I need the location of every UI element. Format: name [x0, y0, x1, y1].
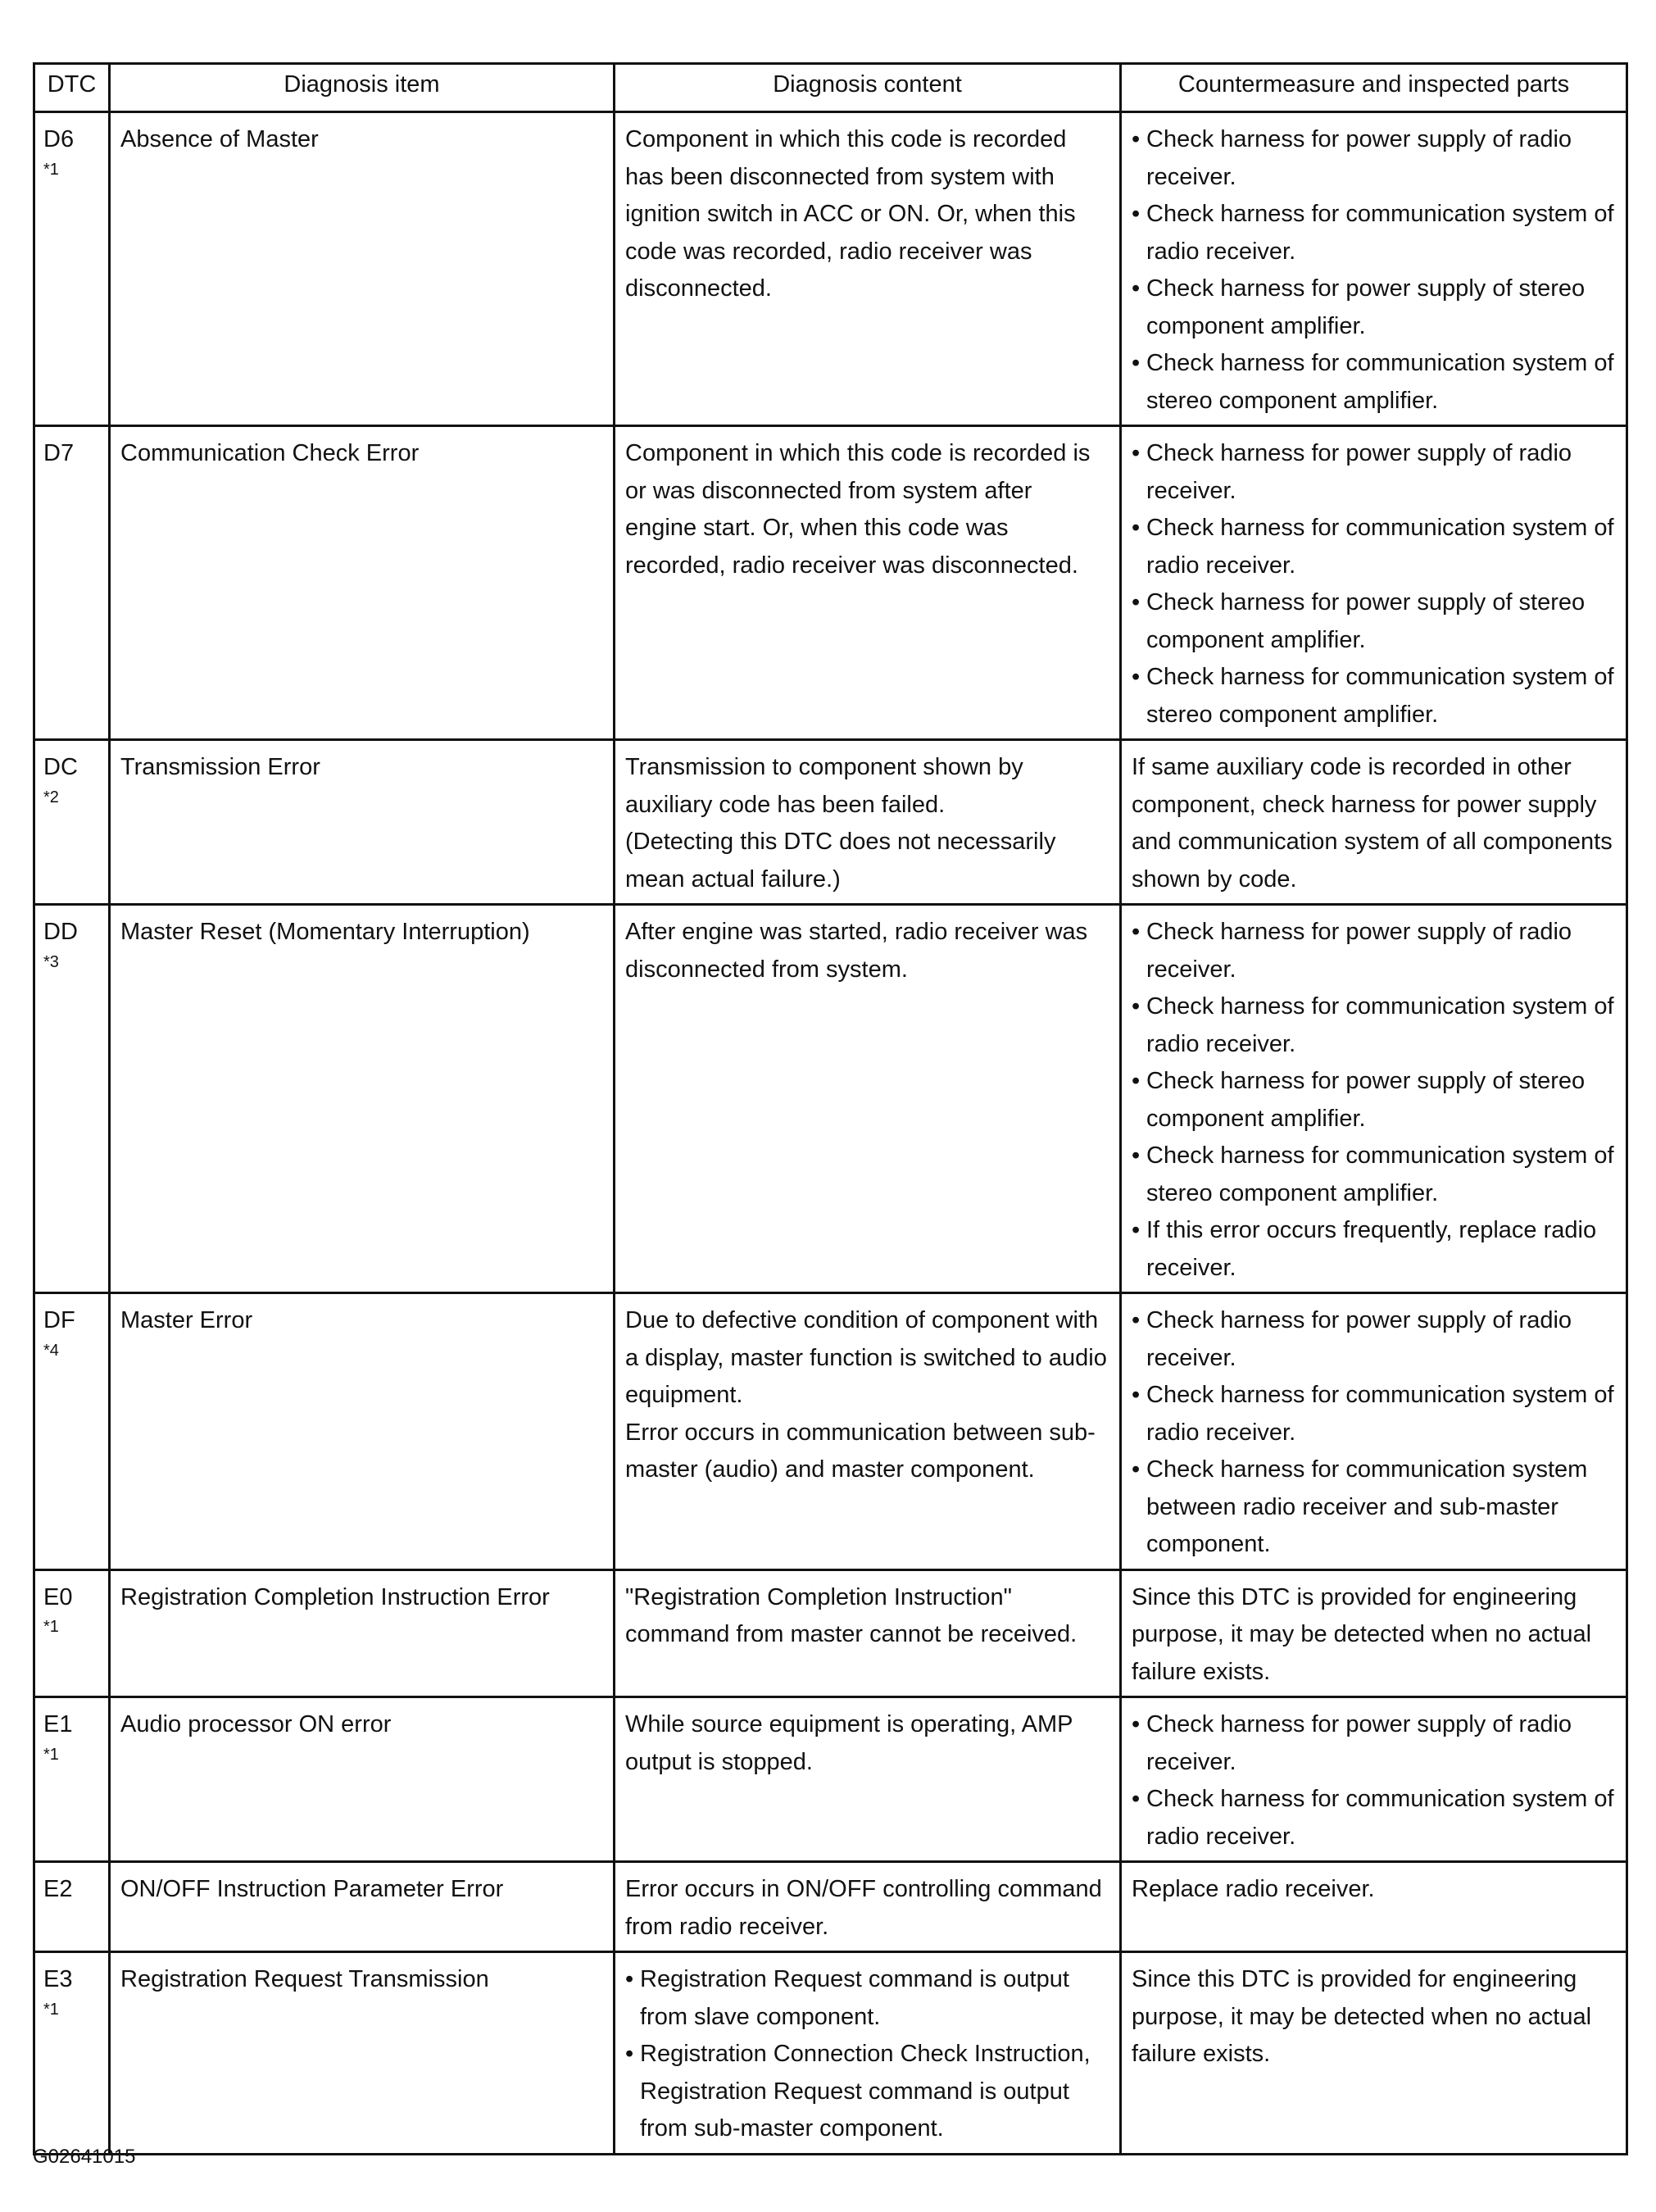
countermeasure-cell [1121, 112, 1627, 426]
list-item: • Registration Request command is output from slave component. [625, 1961, 1109, 2036]
list-item: • If this error occurs frequently, replace radio receiver. [1132, 1212, 1616, 1287]
diagnosis-content-cell [615, 1569, 1121, 1697]
dtc-footnote-mark: *1 [43, 1745, 59, 1764]
dtc-cell [34, 1862, 110, 1952]
list-item: • Check harness for power supply of stereo component amplifier. [1132, 1063, 1616, 1138]
table-row [34, 1862, 1627, 1952]
diagnosis-content-text: Transmission to component shown by auxiliary code has been failed. [625, 754, 1023, 818]
dtc-cell [34, 426, 110, 740]
dtc-footnote-mark: *3 [43, 952, 59, 971]
dtc-footnote-mark: *1 [43, 160, 59, 179]
diagnosis-content-cell [615, 740, 1121, 905]
dtc-cell [34, 1952, 110, 2155]
table-row [34, 1293, 1627, 1570]
list-item: • Check harness for communication system of stereo component amplifier. [1132, 345, 1616, 420]
diagnosis-content-text: After engine was started, radio receiver was disconnected from system. [625, 919, 1088, 983]
diagnosis-content-text: Component in which this code is recorded is or was disconnected from system after engine start. Or, when this code was recorded, radio receiver was disconnected. [625, 440, 1091, 579]
dtc-footnote-mark: *4 [43, 1341, 59, 1360]
countermeasure-bullets [1132, 121, 1616, 420]
dtc-code: DF [43, 1307, 75, 1333]
diagnosis-content-text: Due to defective condition of component with a display, master function is switched to audio equipment. [625, 1307, 1107, 1408]
countermeasure-cell [1121, 1293, 1627, 1570]
countermeasure-bullets [1132, 435, 1616, 734]
diagnosis-content-cell [615, 905, 1121, 1293]
dtc-code: E3 [43, 1966, 73, 1992]
column-header-diagnosis-content: Diagnosis content [615, 64, 1121, 112]
countermeasure-text: Replace radio receiver. [1132, 1876, 1375, 1902]
diagnosis-content-text: Error occurs in communication between sub-master (audio) and master component. [625, 1419, 1096, 1483]
table-row [34, 112, 1627, 426]
diagnosis-content-text: "Registration Completion Instruction" command from master cannot be received. [625, 1583, 1078, 1647]
dtc-footnote-mark: *1 [43, 2000, 59, 2019]
diagnosis-content-cell [615, 1697, 1121, 1862]
countermeasure-bullets [1132, 914, 1616, 1287]
diagnosis-content-bullets [625, 1961, 1109, 2148]
table-body [34, 112, 1627, 2155]
diagnosis-item-cell: Registration Request Transmission [110, 1952, 615, 2155]
table-row [34, 1952, 1627, 2155]
dtc-cell [34, 1697, 110, 1862]
diagnosis-content-cell [615, 1293, 1121, 1570]
countermeasure-bullets [1132, 1706, 1616, 1855]
dtc-code: D6 [43, 126, 75, 152]
dtc-cell [34, 905, 110, 1293]
countermeasure-cell [1121, 1862, 1627, 1952]
diagnosis-item-cell: ON/OFF Instruction Parameter Error [110, 1862, 615, 1952]
column-header-dtc: DTC [34, 64, 110, 112]
table-row [34, 426, 1627, 740]
diagnosis-content-cell [615, 1862, 1121, 1952]
list-item: • Check harness for power supply of radio receiver. [1132, 121, 1616, 196]
countermeasure-text: Since this DTC is provided for engineering purpose, it may be detected when no actual failure exists. [1132, 1583, 1592, 1685]
countermeasure-text: If same auxiliary code is recorded in other component, check harness for power supply and communication system of all components shown by code. [1132, 754, 1613, 893]
diagnosis-content-cell [615, 1952, 1121, 2155]
dtc-footnote-mark: *2 [43, 788, 59, 806]
table-header-row [34, 64, 1627, 112]
countermeasure-cell [1121, 740, 1627, 905]
column-header-diagnosis-item: Diagnosis item [110, 64, 615, 112]
countermeasure-cell [1121, 426, 1627, 740]
list-item: • Check harness for power supply of stereo component amplifier. [1132, 270, 1616, 345]
diagnosis-item-cell: Transmission Error [110, 740, 615, 905]
diagnosis-item-cell: Master Error [110, 1293, 615, 1570]
dtc-code: E0 [43, 1583, 73, 1610]
list-item: • Check harness for power supply of stereo component amplifier. [1132, 584, 1616, 659]
table-row [34, 1697, 1627, 1862]
dtc-cell [34, 1569, 110, 1697]
list-item: • Check harness for communication system of radio receiver. [1132, 1781, 1616, 1855]
diagnosis-item-cell: Audio processor ON error [110, 1697, 615, 1862]
list-item: • Registration Connection Check Instruction, Registration Request command is output from sub-master component. [625, 2036, 1109, 2148]
dtc-code: D7 [43, 440, 75, 466]
list-item: • Check harness for communication system of radio receiver. [1132, 510, 1616, 584]
dtc-cell [34, 112, 110, 426]
dtc-code: DC [43, 754, 78, 780]
list-item: • Check harness for communication system of radio receiver. [1132, 988, 1616, 1063]
dtc-cell [34, 740, 110, 905]
dtc-code: E1 [43, 1711, 73, 1737]
countermeasure-cell [1121, 1569, 1627, 1697]
column-header-countermeasure: Countermeasure and inspected parts [1121, 64, 1627, 112]
list-item: • Check harness for power supply of radio receiver. [1132, 1706, 1616, 1781]
diagnosis-content-cell [615, 112, 1121, 426]
dtc-cell [34, 1293, 110, 1570]
countermeasure-cell [1121, 1952, 1627, 2155]
diagnosis-item-cell: Registration Completion Instruction Error [110, 1569, 615, 1697]
dtc-footnote-mark: *1 [43, 1618, 59, 1636]
list-item: • Check harness for power supply of radio receiver. [1132, 914, 1616, 988]
list-item: • Check harness for power supply of radio receiver. [1132, 435, 1616, 510]
list-item: • Check harness for power supply of radio receiver. [1132, 1302, 1616, 1377]
table-row [34, 740, 1627, 905]
diagnosis-content-text: While source equipment is operating, AMP output is stopped. [625, 1711, 1073, 1775]
dtc-table-page [33, 62, 1626, 2155]
dtc-code: E2 [43, 1876, 73, 1902]
list-item: • Check harness for communication system of radio receiver. [1132, 1377, 1616, 1451]
diagnosis-content-text: Error occurs in ON/OFF controlling command from radio receiver. [625, 1876, 1102, 1940]
figure-id: G02641015 [33, 2146, 136, 2168]
diagnosis-content-cell [615, 426, 1121, 740]
diagnosis-content-text: (Detecting this DTC does not necessarily mean actual failure.) [625, 829, 1056, 893]
dtc-code: DD [43, 919, 78, 945]
diagnosis-item-cell: Communication Check Error [110, 426, 615, 740]
list-item: • Check harness for communication system of stereo component amplifier. [1132, 659, 1616, 734]
diagnosis-item-cell: Absence of Master [110, 112, 615, 426]
diagnosis-item-cell: Master Reset (Momentary Interruption) [110, 905, 615, 1293]
list-item: • Check harness for communication system between radio receiver and sub-master component. [1132, 1451, 1616, 1564]
dtc-table [33, 62, 1628, 2155]
countermeasure-bullets [1132, 1302, 1616, 1564]
countermeasure-cell [1121, 905, 1627, 1293]
list-item: • Check harness for communication system of radio receiver. [1132, 196, 1616, 270]
table-row [34, 1569, 1627, 1697]
list-item: • Check harness for communication system of stereo component amplifier. [1132, 1138, 1616, 1212]
countermeasure-text: Since this DTC is provided for engineering purpose, it may be detected when no actual failure exists. [1132, 1966, 1592, 2067]
table-row [34, 905, 1627, 1293]
countermeasure-cell [1121, 1697, 1627, 1862]
diagnosis-content-text: Component in which this code is recorded has been disconnected from system with ignition switch in ACC or ON. Or, when this code was recorded, radio receiver was disconnected. [625, 126, 1076, 302]
